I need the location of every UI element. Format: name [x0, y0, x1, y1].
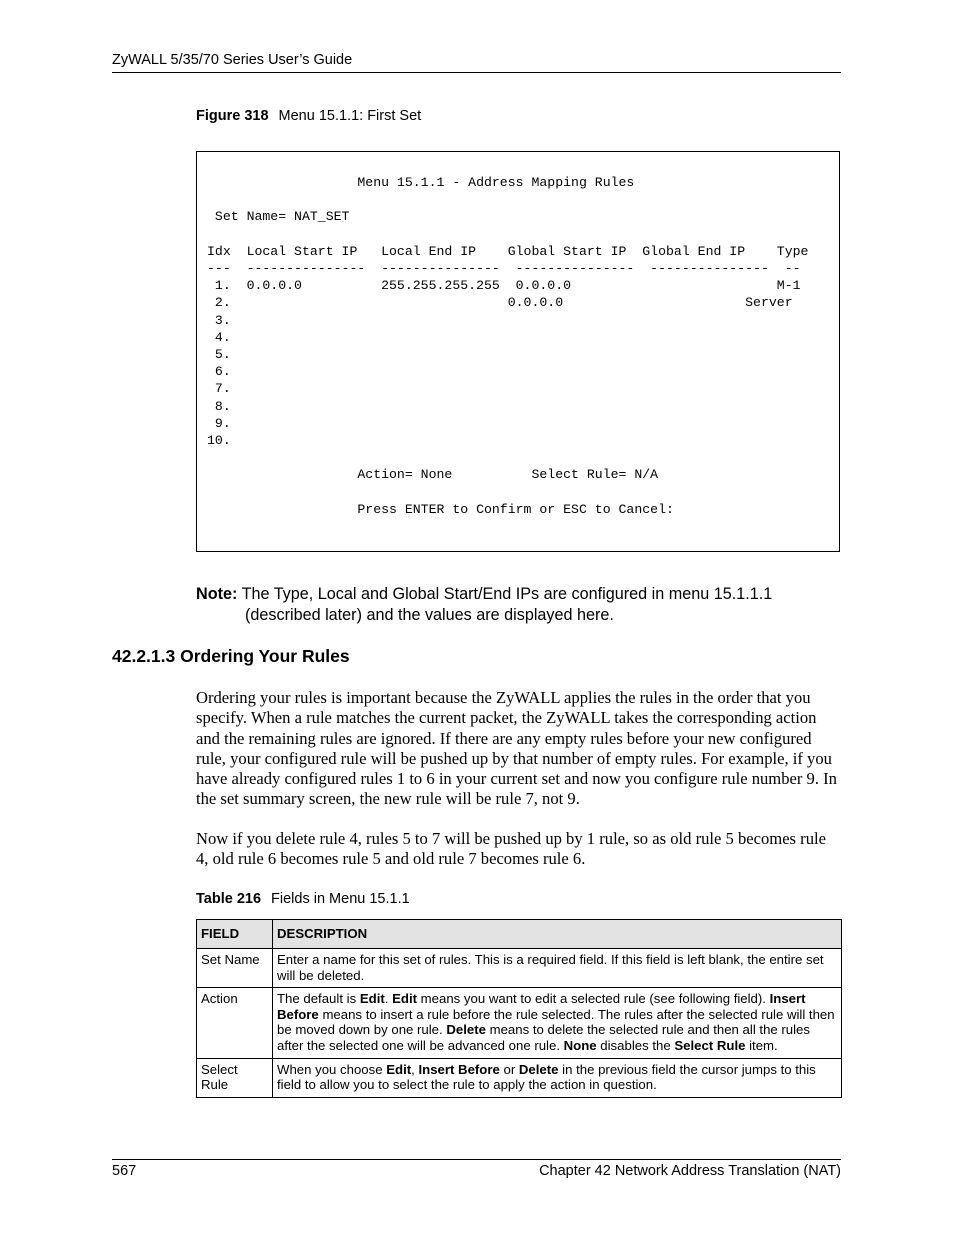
note-text-line2: (described later) and the values are displayed here.	[245, 605, 614, 624]
description-text: The default is	[277, 991, 360, 1007]
figure-label: Figure 318	[196, 108, 269, 124]
table-caption	[196, 891, 410, 907]
column-header-field: FIELD	[197, 920, 273, 949]
description-text: item.	[745, 1037, 778, 1053]
guide-title: ZyWALL 5/35/70 Series User’s Guide	[112, 52, 353, 68]
description-cell	[273, 1058, 842, 1097]
page-number: 567	[112, 1163, 137, 1179]
description-text: Enter a name for this set of rules. This is a required field. If this field is left blank, the entire set will be deleted.	[277, 952, 824, 983]
table-row	[197, 988, 842, 1058]
chapter-title: Chapter 42 Network Address Translation (NAT)	[539, 1163, 841, 1179]
description-text: ,	[411, 1061, 419, 1077]
description-cell	[273, 988, 842, 1058]
table-row	[197, 949, 842, 988]
note-block	[196, 584, 841, 625]
description-text: or	[499, 1061, 519, 1077]
description-text: disables the	[596, 1037, 675, 1053]
field-cell: Set Name	[197, 949, 273, 988]
body-paragraph: Now if you delete rule 4, rules 5 to 7 will be pushed up by 1 rule, so as old rule 5 becomes rule 4, old rule 6 becomes rule 5 and old rule 7 becomes rule 6.	[196, 829, 826, 869]
description-text: means to insert a rule before the rule selected. The rules after the selected rule will then be moved down by one rule.	[277, 1006, 835, 1038]
description-text: in the previous field the cursor jumps to this field to allow you to select the rule to apply the action in question.	[277, 1061, 816, 1093]
running-footer	[112, 1159, 841, 1184]
bold-term: Insert Before	[277, 991, 806, 1022]
terminal-screen	[196, 151, 840, 552]
column-header-description: DESCRIPTION	[273, 920, 842, 949]
bold-term: Edit	[392, 991, 418, 1007]
table-label: Table 216	[196, 891, 262, 907]
body-paragraph: Ordering your rules is important because the ZyWALL applies the rules in the order that you specify. When a rule matches the current packet, the ZyWALL takes the corresponding action and the remaining rules are ignored. If there are any empty rules before your new configured rule, your configured rule will be pushed up by that number of empty rules. For example, if you have already configured rules 1 to 6 in your current set and now you configure rule number 9. In the set summary screen, the new rule will be rule 7, not 9.	[196, 688, 837, 809]
description-text: When you choose	[277, 1061, 387, 1077]
bold-term: Edit	[359, 991, 385, 1007]
bold-term: Delete	[446, 1022, 486, 1038]
table-header-row	[197, 920, 842, 949]
field-cell: Select Rule	[197, 1058, 273, 1097]
bold-term: Delete	[518, 1061, 559, 1077]
bold-term: Select Rule	[674, 1037, 746, 1053]
bold-term: None	[563, 1037, 597, 1053]
bold-term: Insert Before	[418, 1061, 500, 1077]
table-title: Fields in Menu 15.1.1	[271, 891, 410, 907]
section-heading: 42.2.1.3 Ordering Your Rules	[112, 646, 350, 666]
bold-term: Edit	[386, 1061, 412, 1077]
note-text-line1: The Type, Local and Global Start/End IPs are configured in menu 15.1.1.1	[241, 585, 773, 603]
figure-caption	[196, 108, 421, 124]
description-text: means you want to edit a selected rule (see following field).	[417, 991, 770, 1007]
description-text: means to delete the selected rule and then all the rules after the selected one will be advanced one rule.	[277, 1022, 810, 1053]
description-cell	[273, 949, 842, 988]
field-cell: Action	[197, 988, 273, 1058]
running-header	[112, 52, 841, 73]
figure-title: Menu 15.1.1: First Set	[278, 108, 422, 124]
terminal-menu-text: Menu 15.1.1 - Address Mapping Rules Set Name= NAT_SET Idx Local Start IP Local End IP Global Start IP Global End IP Type --- --------------- --------------- --------------- --------------- -- 1. 0.0.0.0 255.255.255.255 0.0.0.0 M-1 2. 0.0.0.0 Server 3. 4. 5. 6. 7. 8. 9. 10. Action= None Select Rule= N/A Press ENTER to Confirm or ESC to Cancel:	[207, 175, 809, 517]
note-label: Note:	[196, 585, 238, 603]
table-row	[197, 1058, 842, 1097]
description-text: .	[384, 991, 393, 1007]
fields-table	[196, 919, 842, 1098]
